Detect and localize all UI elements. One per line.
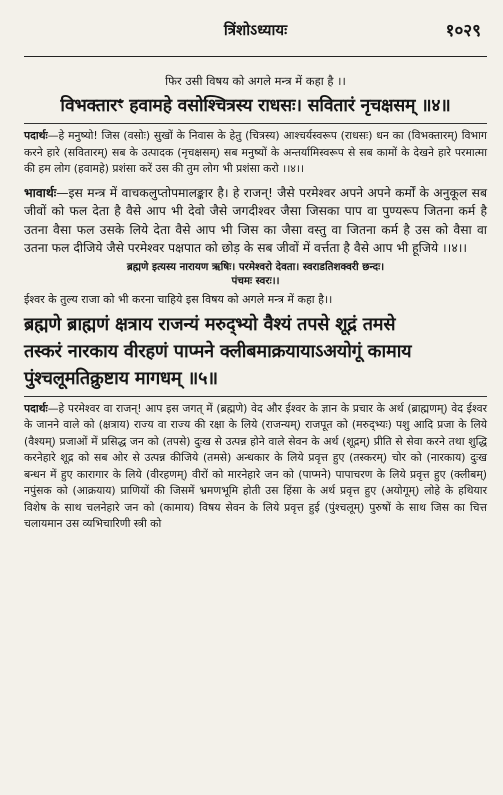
divider xyxy=(24,123,487,124)
divider xyxy=(24,396,487,397)
header-rule xyxy=(24,56,487,57)
mantra-5-line-1: ब्रह्मणे ब्राह्मणं क्षत्राय राजन्यं मरुद्भ्यो वैश्यं तपसे शूद्रं तमसे xyxy=(24,313,396,335)
chapter-title: त्रिंशोऽध्यायः xyxy=(223,21,288,39)
bhavartha-text: —इस मन्त्र में वाचकलुप्तोपमालङ्कार है। हे राजन्! जैसे परमेश्वर अपने अपने कर्मों के अनुकूल सब जीवों को फल देता है वैसे आप भी देवो जैसे जगदीश्वर जैसा जिसका पाप वा पुण्यरूप जितना कर्म है उतना वैसा फल उसके लिये देता वैसे आप भी जिस का जैसा वस्तु वा जितना कर्म है उस को वैसा वा उतना फल दीजिये जैसे परमेश्वर पक्षपात को छोड़ के सब जीवों में वर्त्तता है वैसे आप भी हूजिये ।।४।। xyxy=(24,185,487,255)
padartha-label: पदार्थः xyxy=(24,401,48,415)
mantra-5-line-2: तस्करं नारकाय वीरहणं पाप्मने क्लीबमाक्रयायाऽअयोगूं कामाय xyxy=(24,340,412,362)
mantra-5-svara: पंचमः स्वरः।। xyxy=(231,274,280,287)
padartha-label: पदार्थः xyxy=(24,129,48,142)
page-header xyxy=(24,8,487,60)
bhavartha-label: भावार्थः xyxy=(24,185,57,200)
bhavartha-4 xyxy=(24,184,487,258)
mantra-4: विभक्तारꣳ हवामहे वसोश्चित्रस्य राधसः। सवितारं नृचक्षसम् ॥४॥ xyxy=(60,96,451,116)
page-body xyxy=(24,68,487,533)
mantra-5-meta: ब्रह्मणे इत्यस्य नारायण ऋषिः। परमेश्वरो देवता। स्वराडतिशक्वरी छन्दः। xyxy=(126,260,385,273)
section-5-intro: ईश्वर के तुल्य राजा को भी करना चाहिये इस विषय को अगले मन्त्र में कहा है।। xyxy=(24,292,333,306)
page-number: १०२९ xyxy=(445,21,481,41)
padartha-4 xyxy=(24,128,487,178)
padartha-text: —हे मनुष्यो! जिस (वसोः) सुखों के निवास के हेतु (चित्रस्य) आश्चर्यस्वरूप (राधसः) धन का (विभक्तारम्) विभाग करने हारे (सवितारम्) सब के उत्पादक (नृचक्षसम्) सब मनुष्यों के अन्तर्यामिस्वरूप से सब कामों के देखने हारे परमात्मा की हम लोग (हवामहे) प्रशंसा करें उस की तुम लोग भी प्रशंसा करो ।।४।। xyxy=(24,129,487,175)
padartha-5 xyxy=(24,401,487,533)
mantra-5-line-3: पुंश्चलूमतिक्रुष्टाय मागधम् ॥५॥ xyxy=(24,367,218,389)
section-4-intro: फिर उसी विषय को अगले मन्त्र में कहा है ।। xyxy=(165,74,346,88)
padartha-text: —हे परमेश्वर वा राजन्! आप इस जगत् में (ब्रह्मणे) वेद और ईश्वर के ज्ञान के प्रचार के अर्थ (ब्राह्मणम्) वेद ईश्वर के जानने वाले को (क्षत्राय) राज्य वा राज्य की रक्षा के लिये (राजन्यम्) राजपूत को (मरुद्भ्यः) पशु आदि प्रजा के लिये (वैश्यम्) प्रजाओं में प्रसिद्ध जन को (तपसे) दुःख से उत्पन्न होने वाले सेवन के अर्थ (शूद्रम्) प्रीति से सेवा करने तथा शुद्धि करनेहारे शूद्र को सब ओर से उत्पन्न कीजिये (तमसे) अन्धकार के लिये प्रवृत्त हुए (तस्करम्) चोर को (नारकाय) दुःख बन्धन में हुए कारागार के लिये (वीरहणम्) वीरों को मारनेहारे जन को (पाप्मने) पापाचरण के लिये प्रवृत्त हुए (क्लीबम्) नपुंसक को (आक्रयाय) प्राणियों की जिसमें भ्रमणभूमि होती उस हिंसा के अर्थ प्रवृत्त हुए (अयोगूम्) लोहे के हथियार विशेष के साथ चलनेहारे जन को (कामाय) विषय सेवन के लिये प्रवृत्त हुई (पुंश्चलूम्) पुरुषों के साथ जिस का चित्त चलायमान उस व्यभिचारिणी स्त्री को xyxy=(24,401,487,530)
